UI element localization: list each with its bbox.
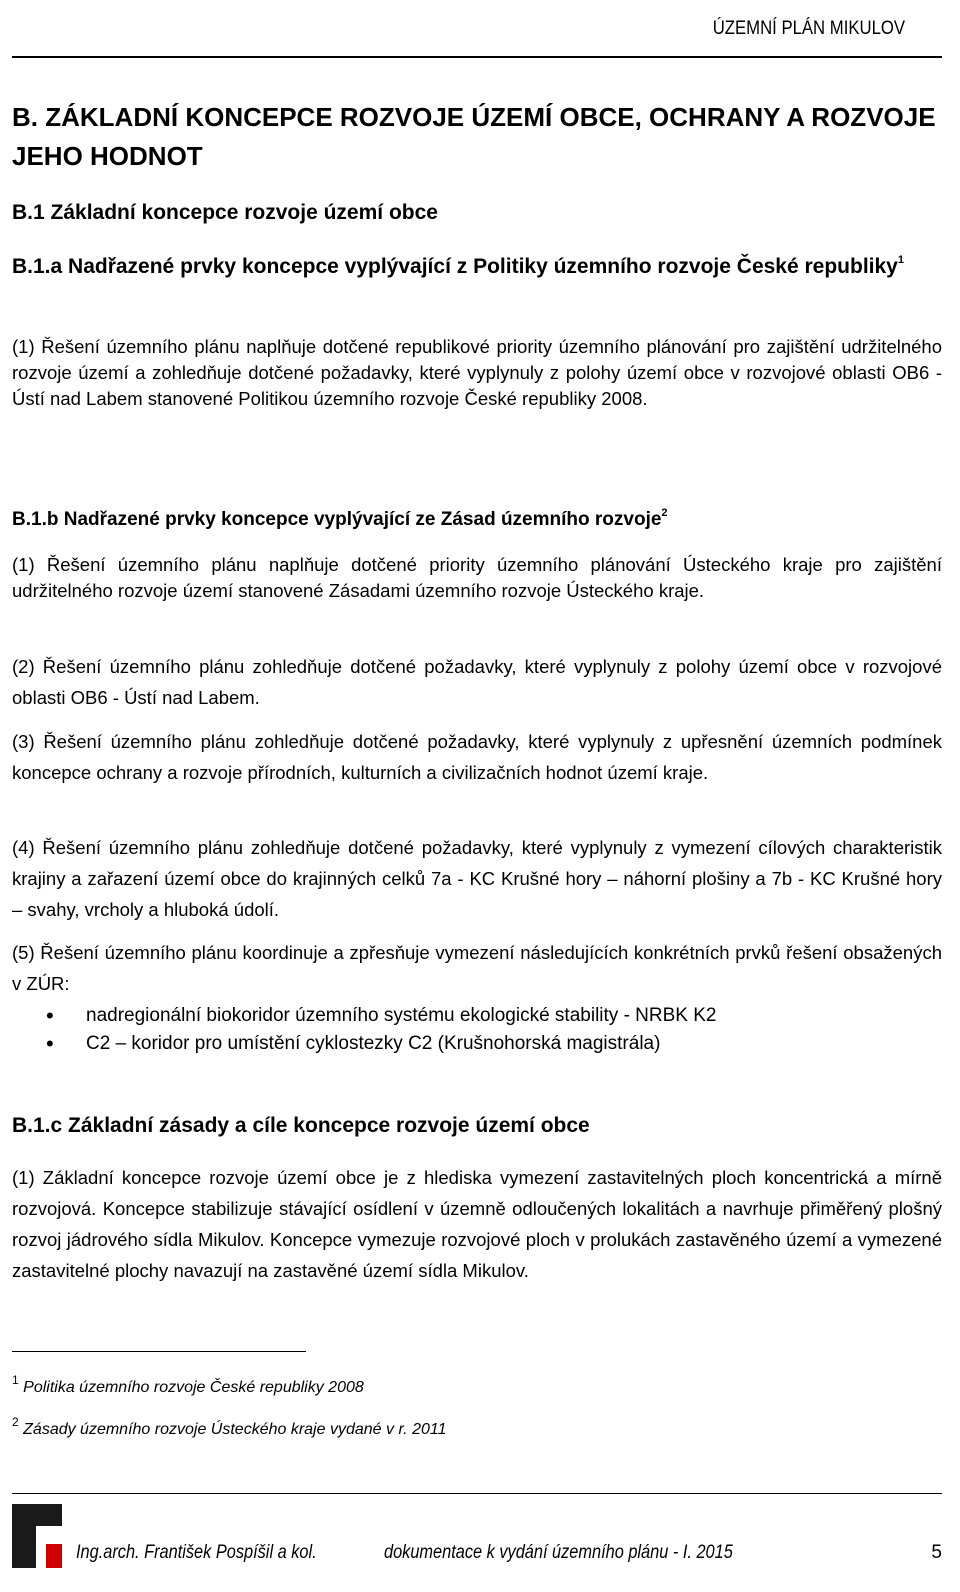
- company-logo-icon: [12, 1504, 62, 1568]
- paragraph-b1b-4: (4) Řešení územního plánu zohledňuje dotčené požadavky, které vyplynuly z vymezení cílových charakteristik krajiny a zařazení území obce do krajinných celků 7a - KC Krušné hory – náhorní plošiny a 7b - KC Krušné hory – svahy, vrcholy a hluboká údolí.: [12, 837, 942, 920]
- list-item: • nadregionální biokoridor územního systému ekologické stability - NRBK K2: [12, 1002, 942, 1030]
- list-item: • C2 – koridor pro umístění cyklostezky C2 (Krušnohorská magistrála): [12, 1030, 942, 1058]
- paragraph-b1b-3: (3) Řešení územního plánu zohledňuje dotčené požadavky, které vyplynuly z upřesnění územních podmínek koncepce ochrany a rozvoje přírodních, kulturních a civilizačních hodnot území kraje.: [12, 731, 942, 783]
- document-page: [12, 0, 942, 1592]
- section-heading-b1: B.1 Základní koncepce rozvoje území obce: [12, 201, 438, 224]
- footnote-2-text: Zásady územního rozvoje Ústeckého kraje vydané v r. 2011: [23, 1421, 447, 1438]
- footer-author: Ing.arch. František Pospíšil a kol.: [76, 1542, 317, 1563]
- section-heading-b1a-text: B.1.a Nadřazené prvky koncepce vyplývající z Politiky územního rozvoje České republiky: [12, 255, 898, 278]
- paragraph-b1b-1: (1) Řešení územního plánu naplňuje dotčené priority územního plánování Ústeckého kraje pro zajištění udržitelného rozvoje území stanovené Zásadami územního rozvoje Ústeckého kraje.: [12, 554, 942, 601]
- footnote-2-number: 2: [12, 1414, 19, 1429]
- paragraph-b1a-1: (1) Řešení územního plánu naplňuje dotčené republikové priority územního plánování pro zajištění udržitelného rozvoje území a zohledňuje dotčené požadavky, které vyplynuly z polohy území obce v rozvojové oblasti OB6 - Ústí nad Labem stanovené Politikou územního rozvoje České republiky 2008.: [12, 336, 942, 409]
- footnote-1-text: Politika územního rozvoje České republiky 2008: [23, 1379, 364, 1396]
- footnote-2: [12, 1414, 447, 1440]
- footnote-ref-1[interactable]: 1: [897, 254, 904, 266]
- paragraph-b1b-2: (2) Řešení územního plánu zohledňuje dotčené požadavky, které vyplynuly z polohy území obce v rozvojové oblasti OB6 - Ústí nad Labem.: [12, 656, 942, 708]
- section-heading-b1b-text: B.1.b Nadřazené prvky koncepce vyplývající ze Zásad územního rozvoje: [12, 509, 662, 530]
- header-rule: [12, 56, 942, 58]
- paragraph-b1b-5: (5) Řešení územního plánu koordinuje a zpřesňuje vymezení následujících konkrétních prvků řešení obsažených v ZÚR:: [12, 942, 942, 994]
- section-heading-b1a: [12, 252, 942, 281]
- footnote-separator: [12, 1351, 306, 1352]
- chapter-heading: B. ZÁKLADNÍ KONCEPCE ROZVOJE ÚZEMÍ OBCE, OCHRANY A ROZVOJE JEHO HODNOT: [12, 102, 936, 171]
- running-header: ÚZEMNÍ PLÁN MIKULOV: [712, 18, 906, 39]
- footnote-1-number: 1: [12, 1372, 19, 1387]
- footnote-1: [12, 1372, 364, 1398]
- page-number: 5: [931, 1542, 942, 1563]
- footer-rule: [12, 1493, 942, 1494]
- section-heading-b1b: [12, 505, 942, 534]
- zur-elements-list: [12, 1002, 942, 1058]
- paragraph-b1c-1: (1) Základní koncepce rozvoje území obce je z hlediska vymezení zastavitelných ploch koncentrická a mírně rozvojová. Koncepce stabilizuje stávající osídlení v územně odloučených lokalitách a navrhuje přiměřený plošný rozvoj jádrového sídla Mikulov. Koncepce vymezuje rozvojové ploch v prolukách zastavěného území a vymezené zastavitelné plochy navazují na zastavěné území sídla Mikulov.: [12, 1167, 942, 1281]
- section-heading-b1c: B.1.c Základní zásady a cíle koncepce rozvoje území obce: [12, 1114, 590, 1137]
- footer-document-name: dokumentace k vydání územního plánu - I. 2015: [384, 1542, 733, 1563]
- footnote-ref-2[interactable]: 2: [661, 506, 668, 519]
